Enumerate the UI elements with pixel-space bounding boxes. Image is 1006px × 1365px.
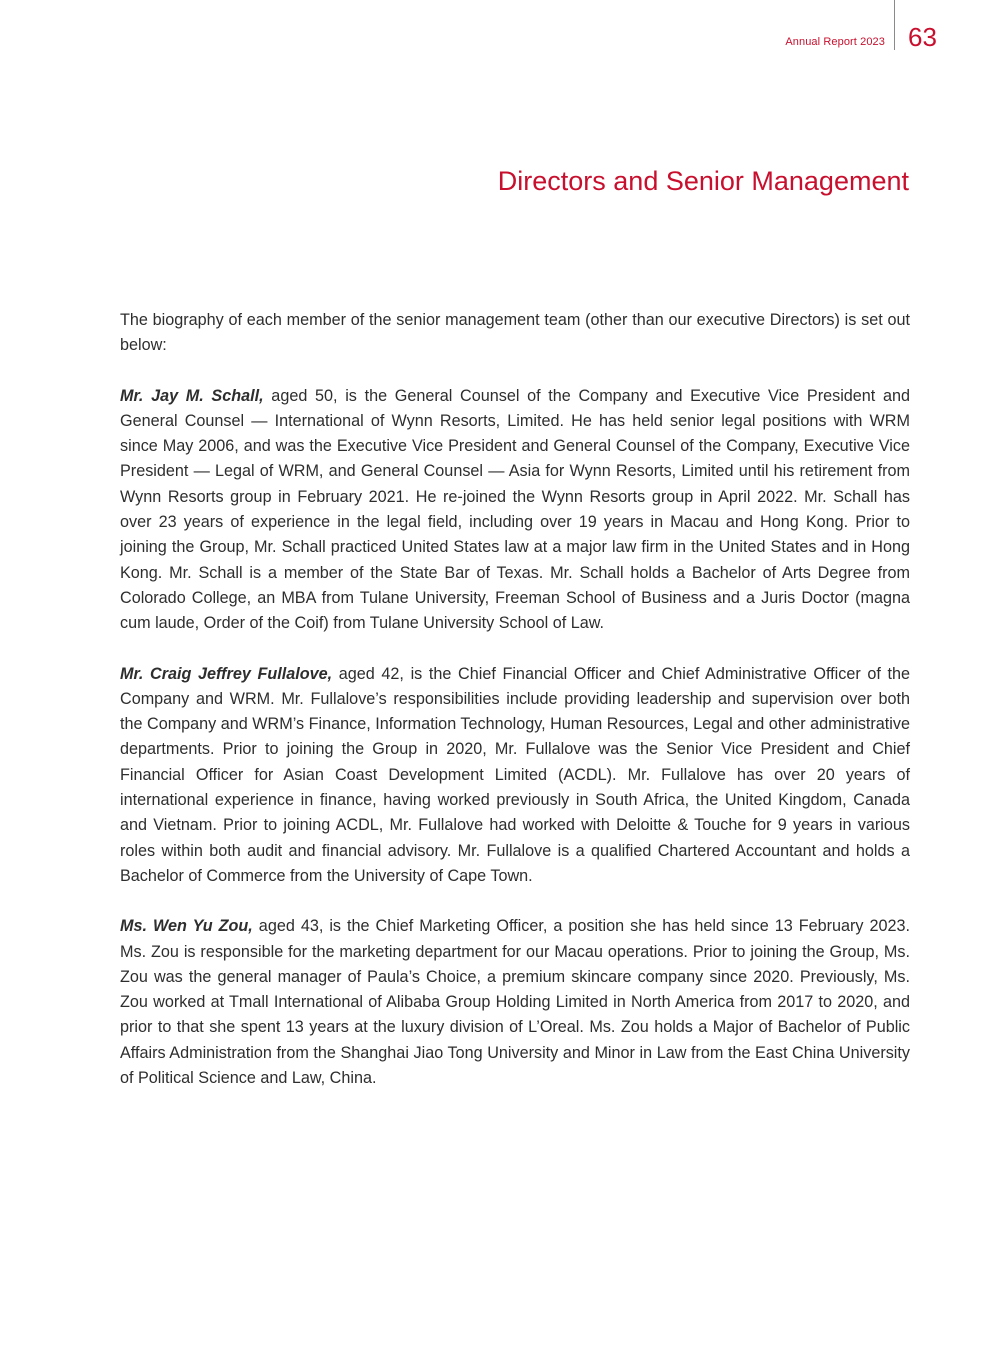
bio-text: aged 43, is the Chief Marketing Officer, a position she has held since 13 February 2023. Ms. Zou is responsible for the marketing department for our Macau operations. Prior to joining the Group, Ms. Zou was the general manager of Paula’s Choice, a premium skincare company since 2020. Previously, Ms. Zou worked at Tmall International of Alibaba Group Holding Limited in North America from 2017 to 2020, and prior to that she spent 13 years at the luxury division of L’Oreal. Ms. Zou holds a Major of Bachelor of Public Affairs Administration from the Shanghai Jiao Tong University and Minor in Law from the East China University of Political Science and Law, China. bbox=[120, 917, 910, 1088]
bio-paragraph-fullalove bbox=[120, 662, 910, 890]
main-content bbox=[120, 308, 910, 1116]
bio-name: Mr. Craig Jeffrey Fullalove, bbox=[120, 664, 333, 683]
bio-name: Ms. Wen Yu Zou, bbox=[120, 917, 253, 936]
report-label: Annual Report 2023 bbox=[785, 36, 885, 48]
bio-text: aged 50, is the General Counsel of the Company and Executive Vice President and General Counsel — International of Wynn Resorts, Limited. He has held senior legal positions with WRM since May 2006, and was the Executive Vice President and General Counsel of the Company, Executive Vice President — Legal of WRM, and General Counsel — Asia for Wynn Resorts, Limited until his retirement from Wynn Resorts group in February 2021. He re-joined the Wynn Resorts group in April 2022. Mr. Schall has over 23 years of experience in the legal field, including over 19 years in Macau and Hong Kong. Prior to joining the Group, Mr. Schall practiced United States law at a major law firm in the United States and in Hong Kong. Mr. Schall is a member of the State Bar of Texas. Mr. Schall holds a Bachelor of Arts Degree from Colorado College, an MBA from Tulane University, Freeman School of Business and a Juris Doctor (magna cum laude, Order of the Coif) from Tulane University School of Law. bbox=[120, 386, 910, 633]
page-title: Directors and Senior Management bbox=[497, 166, 909, 196]
bio-paragraph-zou bbox=[120, 914, 910, 1091]
intro-paragraph: The biography of each member of the senior management team (other than our executive Directors) is set out below: bbox=[120, 311, 910, 355]
page-number: 63 bbox=[908, 22, 937, 52]
page-header bbox=[0, 0, 1006, 60]
header-divider bbox=[894, 0, 895, 50]
bio-paragraph-schall bbox=[120, 384, 910, 637]
bio-text: aged 42, is the Chief Financial Officer and Chief Administrative Officer of the Company and WRM. Mr. Fullalove’s responsibilities include providing leadership and supervision over both the Company and WRM’s Finance, Information Technology, Human Resources, Legal and other administrative departments. Prior to joining the Group in 2020, Mr. Fullalove was the Senior Vice President and Chief Financial Officer for Asian Coast Development Limited (ACDL). Mr. Fullalove has over 20 years of international experience in finance, having worked previously in South Africa, the United Kingdom, Canada and Vietnam. Prior to joining ACDL, Mr. Fullalove had worked with Deloitte & Touche for 9 years in various roles within both audit and financial advisory. Mr. Fullalove is a qualified Chartered Accountant and holds a Bachelor of Commerce from the University of Cape Town. bbox=[120, 664, 911, 885]
bio-name: Mr. Jay M. Schall, bbox=[120, 386, 264, 405]
